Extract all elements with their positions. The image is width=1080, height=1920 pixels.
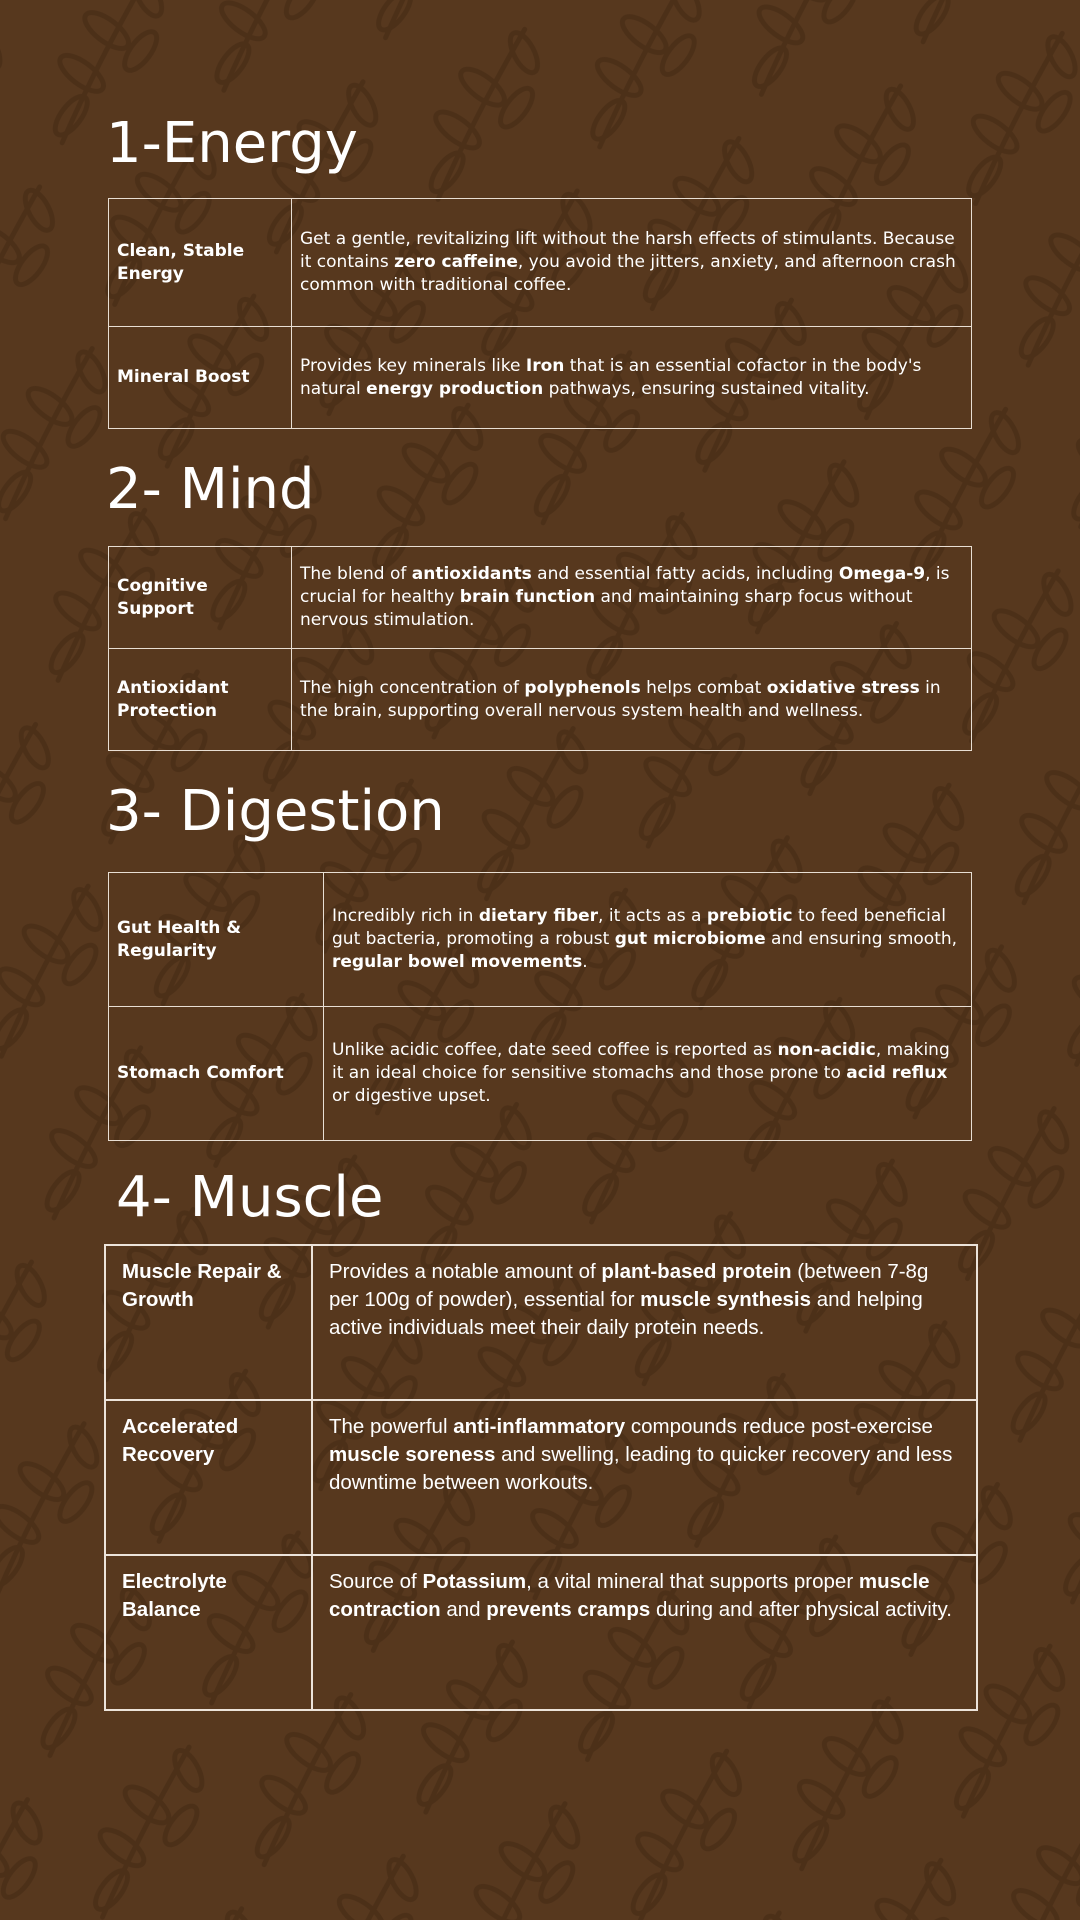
emphasized-text: oxidative stress bbox=[766, 677, 920, 698]
emphasized-text: acid reflux bbox=[846, 1063, 948, 1083]
section-heading-muscle: 4- Muscle bbox=[116, 1165, 384, 1230]
emphasized-text: polyphenols bbox=[524, 677, 641, 698]
benefit-description bbox=[324, 873, 972, 1007]
section-heading-energy: 1-Energy bbox=[106, 111, 358, 176]
benefit-label: Electrolyte Balance bbox=[105, 1555, 312, 1710]
text-segment: The powerful bbox=[329, 1415, 454, 1438]
text-segment: (between 7-8g per 100g of powder), essential for bbox=[329, 1260, 929, 1311]
text-segment: , it acts as a bbox=[598, 906, 707, 926]
benefit-description bbox=[324, 1007, 972, 1141]
emphasized-text: dietary fiber bbox=[478, 906, 599, 926]
emphasized-text: energy production bbox=[366, 378, 544, 399]
table-row bbox=[105, 1245, 977, 1400]
emphasized-text: regular bowel movements bbox=[332, 952, 583, 972]
mind-benefits-table bbox=[108, 546, 972, 751]
benefit-description bbox=[312, 1555, 977, 1710]
text-segment: and helping active individuals meet their daily protein needs. bbox=[329, 1288, 923, 1339]
emphasized-text: zero caffeine bbox=[394, 252, 518, 272]
table-row bbox=[109, 873, 972, 1007]
text-segment: . bbox=[582, 952, 588, 972]
text-segment: helps combat bbox=[640, 677, 767, 698]
benefit-label: Stomach Comfort bbox=[109, 1007, 324, 1141]
text-segment: , you avoid the jitters, anxiety, and afternoon crash common with traditional coffee. bbox=[300, 252, 956, 295]
benefit-description bbox=[312, 1245, 977, 1400]
section-heading-digestion: 3- Digestion bbox=[106, 779, 445, 844]
text-segment: and essential fatty acids, including bbox=[531, 564, 839, 584]
emphasized-text: brain function bbox=[459, 587, 596, 607]
emphasized-text: muscle contraction bbox=[329, 1570, 930, 1621]
table-row bbox=[109, 649, 972, 751]
section-heading-mind: 2- Mind bbox=[106, 457, 315, 522]
emphasized-text: antioxidants bbox=[411, 564, 532, 584]
emphasized-text: plant-based protein bbox=[601, 1260, 792, 1283]
text-segment: to feed beneficial gut bacteria, promoting a robust bbox=[332, 906, 947, 949]
text-segment: and ensuring smooth, bbox=[765, 929, 958, 949]
text-segment: Provides a notable amount of bbox=[329, 1260, 602, 1283]
emphasized-text: prebiotic bbox=[706, 906, 793, 926]
text-segment: pathways, ensuring sustained vitality. bbox=[543, 378, 870, 399]
table-row bbox=[109, 547, 972, 649]
text-segment: or digestive upset. bbox=[332, 1086, 491, 1106]
benefit-description bbox=[292, 547, 972, 649]
text-segment: compounds reduce post-exercise bbox=[625, 1415, 933, 1438]
text-segment: in the brain, supporting overall nervous system health and wellness. bbox=[300, 677, 941, 721]
table-row bbox=[105, 1555, 977, 1710]
text-segment: Unlike acidic coffee, date seed coffee is reported as bbox=[332, 1040, 778, 1060]
text-segment: The blend of bbox=[300, 564, 412, 584]
muscle-benefits-table bbox=[104, 1244, 978, 1711]
table-row bbox=[109, 327, 972, 429]
table-row bbox=[109, 1007, 972, 1141]
benefit-label: Accelerated Recovery bbox=[105, 1400, 312, 1555]
table-row bbox=[105, 1400, 977, 1555]
benefit-description bbox=[292, 327, 972, 429]
benefit-label: Clean, Stable Energy bbox=[109, 199, 292, 327]
text-segment: , a vital mineral that supports proper bbox=[526, 1570, 859, 1593]
text-segment: , is crucial for healthy bbox=[300, 564, 950, 607]
benefit-description bbox=[292, 199, 972, 327]
text-segment: The high concentration of bbox=[300, 677, 525, 698]
text-segment: and maintaining sharp focus without nervous stimulation. bbox=[300, 587, 913, 630]
text-segment: that is an essential cofactor in the body's natural bbox=[300, 355, 922, 399]
text-segment: Provides key minerals like bbox=[300, 355, 526, 376]
text-segment: and bbox=[440, 1598, 487, 1621]
text-segment: during and after physical activity. bbox=[650, 1598, 952, 1621]
emphasized-text: prevents cramps bbox=[486, 1598, 651, 1621]
benefit-label: Cognitive Support bbox=[109, 547, 292, 649]
text-segment: Get a gentle, revitalizing lift without the harsh effects of stimulants. Because it contains bbox=[300, 229, 955, 272]
benefit-label: Mineral Boost bbox=[109, 327, 292, 429]
benefit-description bbox=[312, 1400, 977, 1555]
emphasized-text: Potassium bbox=[422, 1570, 527, 1593]
benefit-label: Muscle Repair & Growth bbox=[105, 1245, 312, 1400]
emphasized-text: gut microbiome bbox=[614, 929, 766, 949]
emphasized-text: muscle synthesis bbox=[640, 1288, 812, 1311]
emphasized-text: non-acidic bbox=[777, 1040, 876, 1060]
benefit-label: Antioxidant Protection bbox=[109, 649, 292, 751]
emphasized-text: anti-inflammatory bbox=[453, 1415, 626, 1438]
emphasized-text: Iron bbox=[525, 355, 565, 376]
emphasized-text: muscle soreness bbox=[329, 1443, 496, 1466]
table-row bbox=[109, 199, 972, 327]
text-segment: Incredibly rich in bbox=[332, 906, 479, 926]
digestion-benefits-table bbox=[108, 872, 972, 1141]
text-segment: Source of bbox=[329, 1570, 423, 1593]
energy-benefits-table bbox=[108, 198, 972, 429]
text-segment: and swelling, leading to quicker recovery and less downtime between workouts. bbox=[329, 1443, 953, 1494]
benefit-label: Gut Health & Regularity bbox=[109, 873, 324, 1007]
benefit-description bbox=[292, 649, 972, 751]
emphasized-text: Omega-9 bbox=[838, 564, 926, 584]
text-segment: , making it an ideal choice for sensitive stomachs and those prone to bbox=[332, 1040, 950, 1083]
